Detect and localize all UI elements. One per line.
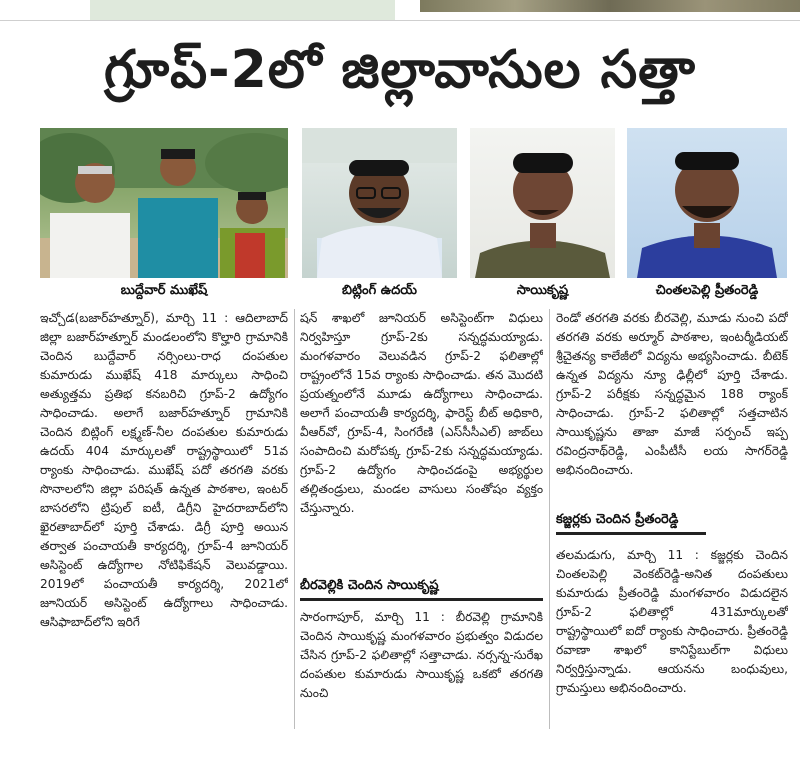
article-column-1 xyxy=(40,309,288,739)
article-paragraph: ఇచ్చోడ(బజార్‌హత్నూర్), మార్చి 11 : ఆదిలాబాద్ జిల్లా బజార్‌హత్నూర్ మండలంలోని కొల్హారి గ్రామానికి చెందిన బుద్దేవార్ నర్సింలు-రాధ దంపతుల కుమారుడు ముఖేష్ 418 మార్కులు సాధించి అత్యుత్తమ ప్రతిభ కనబరిచి గ్రూప్-2 ఉద్యోగం సాధించాడు. అలాగే బజార్‌హత్నూర్ గ్రామానికి చెందిన బిట్లింగ్ లక్ష్మణ్-నీల దంపతుల కుమారుడు ఉదయ్ 404 మార్కులతో రాష్ట్రస్థాయిలో 51వ ర్యాంకు సాధించాడు. ముఖేష్ పదో తరగతి వరకు సొనాలలోని జిల్లా పరిషత్ ఉన్నత పాఠశాల, ఇంటర్ బాసరలోని ట్రిపుల్ ఐటీ, డిగ్రీని హైదరాబాద్‌లోని ఖైరతాబాద్‌లో పూర్తి చేశాడు. డిగ్రీ పూర్తి అయిన తర్వాత పంచాయతీ కార్యదర్శి, గ్రూప్-4 జూనియర్ అసిస్టెంట్ ఉద్యోగాల నోటిఫికేషన్ వెలువడ్డాయి. 2019లో పంచాయతీ కార్యదర్శి, 2021లో జూనియర్ అసిస్టెంట్ ఉద్యోగాలు సాధించాడు. ఆసిఫాబాద్‌లోని ఇరిగే xyxy=(40,311,288,629)
photo-caption: బుద్దేవార్ ముఖేష్ xyxy=(120,283,208,298)
subheading-preethamreddy: కజ్జర్లకు చెందిన ప్రీతంరెడ్డి xyxy=(556,512,679,527)
column-divider xyxy=(294,309,295,729)
photo-preethamreddy xyxy=(627,128,787,278)
photo-mukesh-family xyxy=(40,128,288,278)
previous-article-band xyxy=(90,0,395,20)
article-column-2-cont xyxy=(300,608,543,728)
subheading-rule xyxy=(300,598,543,601)
top-strip xyxy=(0,0,800,22)
subheading-rule xyxy=(556,532,706,535)
article-paragraph: షన్ శాఖలో జూనియర్ అసిస్టెంట్‌గా విధులు నిర్వహిస్తూ గ్రూప్-2కు సన్నద్ధమయ్యాడు. మంగళవారం వెలువడిన గ్రూప్-2 ఫలితాల్లో రాష్ట్రంలోనే 15వ ర్యాంకు సాధించాడు. తన మొదటి ప్రయత్నంలోనే మూడు ఉద్యోగాలు సాధించాడు. అలాగే పంచాయతీ కార్యదర్శి, ఫారెస్ట్ బీట్ అధికారి, వీఆర్‌వో, గ్రూప్-4, సింగరేణి (ఎస్‌సీసీఎల్) జాబ్‌లు సంపాదించి మరోపక్క గ్రూప్-2కు సన్నద్ధమయ్యాడు. గ్రూప్-2 ఉద్యోగం సాధించడంపై అభ్యర్థుల తల్లితండ్రులు, మండల వాసులు సంతోషం వ్యక్తం చేస్తున్నారు. xyxy=(300,311,543,515)
article-paragraph: రెండో తరగతి వరకు బీరవెల్లి, మూడు నుంచి పదో తరగతి వరకు అర్మూర్ పాఠశాల, ఇంటర్మీడియట్ శ్రీచైతన్య కాలేజీలో విద్యను అభ్యసించాడు. బీటెక్ ఉన్నత విద్యను న్యూ ఢిల్లీలో పూర్తి చేశాడు. గ్రూప్-2 పరీక్షకు సన్నద్ధమైన 188 ర్యాంక్ సాధించాడు. గ్రూప్-2 ఫలితాల్లో సత్తచాటిన సాయికృష్ణను తాజా మాజీ సర్పంచ్ ఇప్ప రవింద్రనాథ్‌రెడ్డి, ఎంపీటీసీ లయ సాగర్‌రెడ్డి అభినందించారు. xyxy=(556,311,788,477)
article-column-3-cont xyxy=(556,546,788,731)
article-column-3 xyxy=(556,309,788,501)
subheading-saikrishna: బీరవెల్లికి చెందిన సాయికృష్ణ xyxy=(300,578,439,593)
previous-photo-strip xyxy=(420,0,800,12)
photo-uday xyxy=(302,128,457,278)
photo-caption: బిట్లింగ్ ఉదయ్ xyxy=(341,283,418,298)
article-paragraph: సారంగాపూర్, మార్చి 11 : బీరవెల్లి గ్రామానికి చెందిన సాయికృష్ణ మంగళవారం ప్రభుత్వం విడుదల చేసిన గ్రూప్-2 ఫలితాల్లో సత్తాచాడు. నర్సన్న-సురేఖ దంపతుల కుమారుడు సాయికృష్ణ ఒకటో తరగతి నుంచి xyxy=(300,610,543,700)
article-paragraph: తలమడుగు, మార్చి 11 : కజ్జర్లకు చెందిన చింతలపెల్లి వెంకట్‌రెడ్డి-అనిత దంపతులు కుమారుడు ప్రీతంరెడ్డి మంగళవారం విడుదలైన గ్రూప్-2 ఫలితాల్లో 431మార్కులతో రాష్ట్రస్థాయిలో ఐదో ర్యాంకు సాధించారు. ప్రీతంరెడ్డి రవాణా శాఖలో కానిస్టేబుల్‌గా విధులు నిర్వర్తిస్తున్నాడు. ఆయనను బంధువులు, గ్రామస్తులు అభినందించారు. xyxy=(556,548,788,695)
article-column-2 xyxy=(300,309,543,571)
headline: గ్రూప్-2లో జిల్లావాసుల సత్తా xyxy=(104,40,696,100)
column-divider xyxy=(549,309,550,729)
top-divider xyxy=(0,20,800,21)
photo-caption: చింతలపెల్లి ప్రీతంరెడ్డి xyxy=(655,283,759,298)
photo-saikrishna xyxy=(470,128,615,278)
photo-caption: సాయికృష్ణ xyxy=(516,283,569,298)
